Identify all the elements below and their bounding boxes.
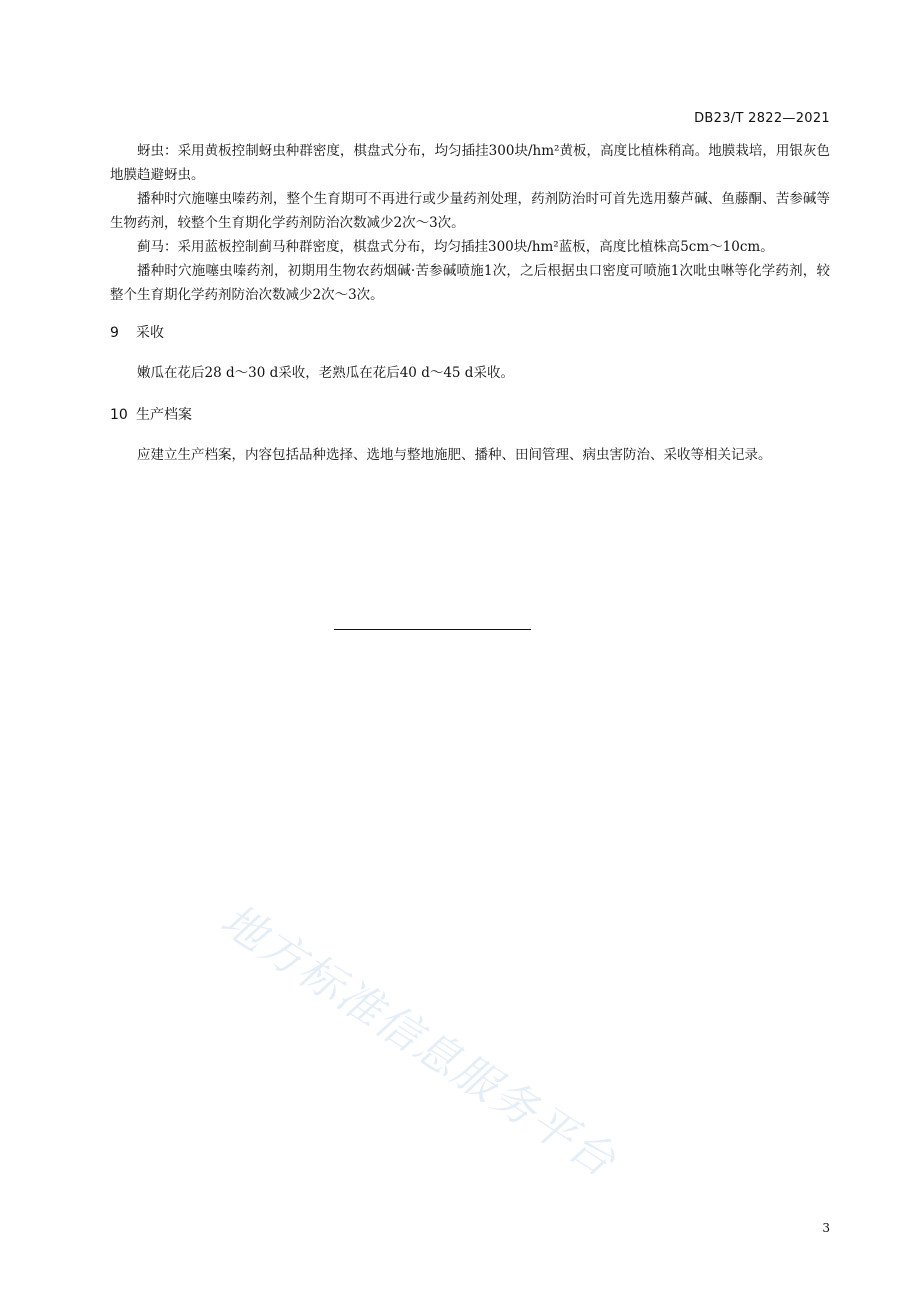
end-of-document-rule [334,629,531,630]
page-number: 3 [822,1221,830,1235]
page-content [110,139,830,467]
paragraph-aphid-chemical: 播种时穴施噻虫嗪药剂，整个生育期可不再进行或少量药剂处理，药剂防治时可首先选用藜芦碱、鱼藤酮、苦参碱等生物药剂，较整个生育期化学药剂防治次数减少2次～3次。 [110,191,830,231]
paragraph-harvest: 嫩瓜在花后28 d～30 d采收，老熟瓜在花后40 d～45 d采收。 [137,365,514,381]
section-heading-harvest [110,321,830,345]
section-number: 9 [110,325,119,341]
paragraph-thrips-control: 蓟马：采用蓝板控制蓟马种群密度，棋盘式分布，均匀插挂300块/hm²蓝板，高度比植株高5cm～10cm。 [137,239,774,255]
section-heading-production-records [110,403,830,427]
paragraph-production-records: 应建立生产档案，内容包括品种选择、选地与整地施肥、播种、田间管理、病虫害防治、采收等相关记录。 [137,447,772,463]
section-title: 采收 [136,325,164,341]
paragraph-thrips-chemical: 播种时穴施噻虫嗪药剂，初期用生物农药烟碱·苦参碱喷施1次，之后根据虫口密度可喷施1次吡虫啉等化学药剂，较整个生育期化学药剂防治次数减少2次～3次。 [110,263,830,303]
watermark: 地方标准信息服务平台 [211,894,626,1188]
standard-code: DB23/T 2822—2021 [694,111,830,126]
section-number: 10 [110,407,128,423]
section-title: 生产档案 [136,407,192,423]
paragraph-aphid-control: 蚜虫：采用黄板控制蚜虫种群密度，棋盘式分布，均匀插挂300块/hm²黄板，高度比植株稍高。地膜栽培，用银灰色地膜趋避蚜虫。 [110,143,830,183]
